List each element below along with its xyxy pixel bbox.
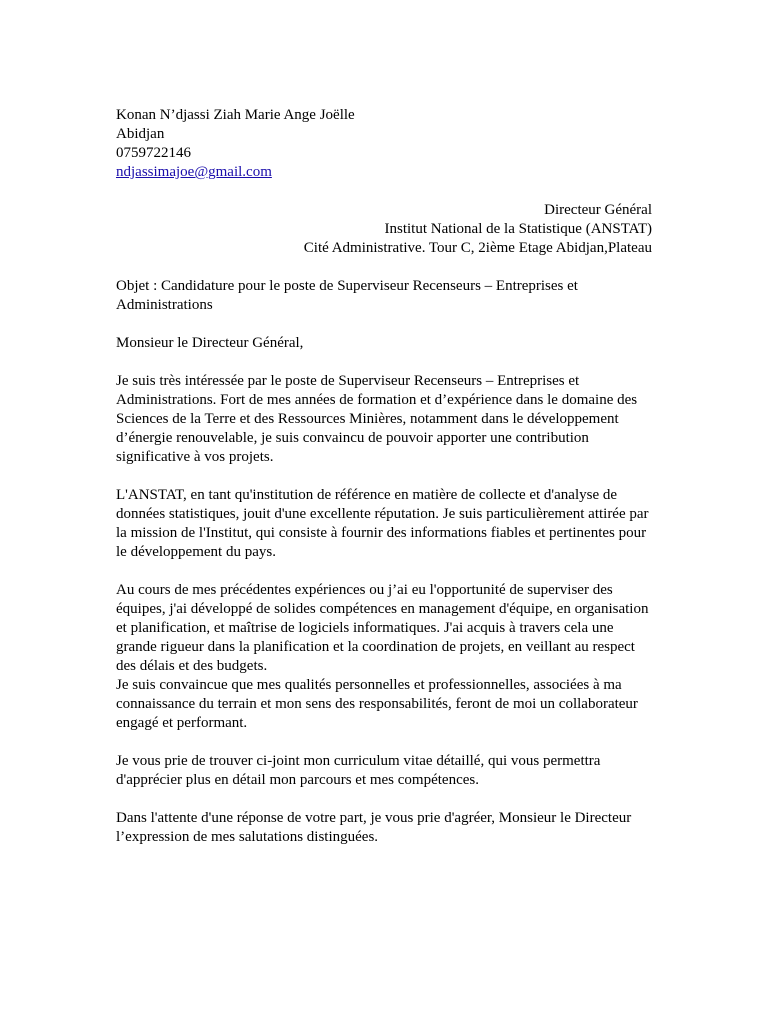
- recipient-address: Cité Administrative. Tour C, 2ième Etage Abidjan,Plateau: [303, 240, 652, 256]
- letter-subject: Objet : Candidature pour le poste de Superviseur Recenseurs – Entreprises et Administrations: [116, 278, 578, 313]
- letter-page: [116, 106, 656, 847]
- sender-block: [116, 106, 656, 182]
- recipient-title: Directeur Général: [544, 202, 652, 218]
- letter-salutation: Monsieur le Directeur Général,: [116, 335, 304, 351]
- sender-phone: 0759722146: [116, 145, 191, 161]
- recipient-block: [116, 201, 656, 258]
- body-paragraph-2: L'ANSTAT, en tant qu'institution de référence en matière de collecte et d'analyse de données statistiques, jouit d'une excellente réputation. Je suis particulièrement attirée par la mission de l'Institut, qui consiste à fournir des informations fiables et pertinentes pour le développement du pays.: [116, 487, 649, 560]
- body-paragraph-3: Au cours de mes précédentes expériences ou j’ai eu l'opportunité de superviser des équipes, j'ai développé de solides compétences en management d'équipe, en organisation et planification, et maîtrise de logiciels informatiques. J'ai acquis à travers cela une grande rigueur dans la planification et la coordination de projets, en veillant au respect des délais et des budgets.: [116, 582, 649, 674]
- body-paragraph-1: Je suis très intéressée par le poste de Superviseur Recenseurs – Entreprises et Administrations. Fort de mes années de formation et d’expérience dans le domaine des Sciences de la Terre et des Ressources Minières, notamment dans le développement d’énergie renouvelable, je suis convaincu de pouvoir apporter une contribution significative à vos projets.: [116, 373, 638, 465]
- sender-email-link[interactable]: ndjassimajoe@gmail.com: [116, 164, 272, 180]
- sender-name: Konan N’djassi Ziah Marie Ange Joëlle: [116, 107, 355, 123]
- body-paragraph-4: Je suis convaincue que mes qualités personnelles et professionnelles, associées à ma connaissance du terrain et mon sens des responsabilités, feront de moi un collaborateur engagé et performant.: [116, 677, 638, 731]
- recipient-organization: Institut National de la Statistique (ANSTAT): [384, 221, 652, 237]
- closing-paragraph: Dans l'attente d'une réponse de votre part, je vous prie d'agréer, Monsieur le Directeur l’expression de mes salutations distinguées.: [116, 810, 632, 845]
- body-paragraph-5: Je vous prie de trouver ci-joint mon curriculum vitae détaillé, qui vous permettra d'apprécier plus en détail mon parcours et mes compétences.: [116, 753, 601, 788]
- sender-city: Abidjan: [116, 126, 165, 142]
